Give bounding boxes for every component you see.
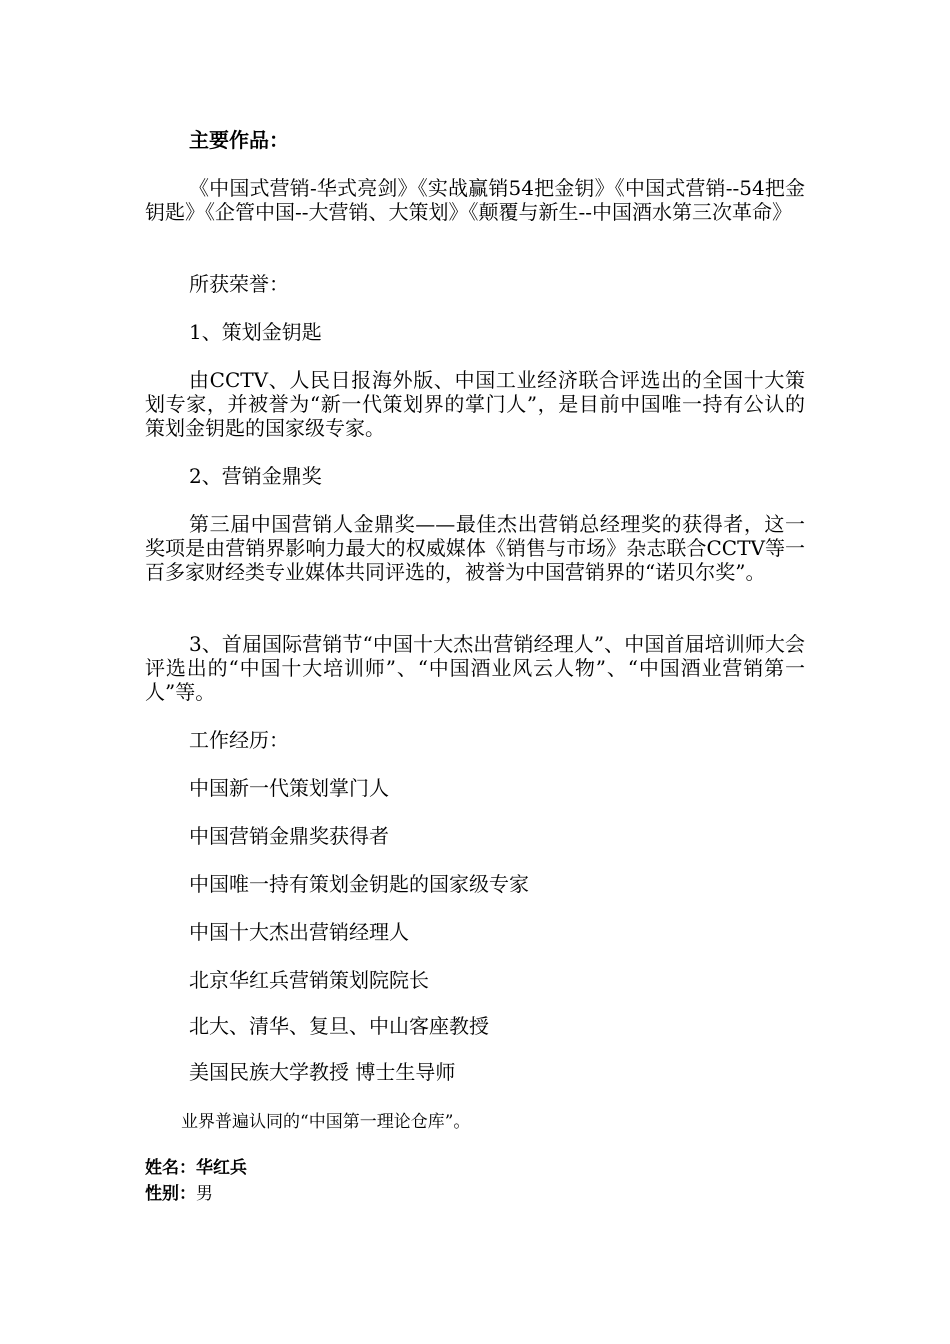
experience-item: 北京华红兵营销策划院院长 xyxy=(189,968,429,992)
honor1-title: 1、策划金钥匙 xyxy=(189,320,322,344)
experience-item: 中国唯一持有策划金钥匙的国家级专家 xyxy=(189,872,529,896)
experience-item: 北大、清华、复旦、中山客座教授 xyxy=(189,1014,489,1038)
name-row xyxy=(145,1156,247,1180)
name-label: 姓名： xyxy=(145,1158,196,1178)
name-value: 华红兵 xyxy=(196,1158,247,1178)
gender-row xyxy=(145,1182,213,1206)
honor2-title: 2、营销金鼎奖 xyxy=(189,464,322,488)
experience-item: 中国新一代策划掌门人 xyxy=(189,776,389,800)
experience-heading: 工作经历： xyxy=(189,728,289,752)
experience-item: 中国营销金鼎奖获得者 xyxy=(189,824,389,848)
honor1-text: 由CCTV、人民日报海外版、中国工业经济联合评选出的全国十大策划专家，并被誉为“新一代策划界的掌门人”，是目前中国唯一持有公认的策划金钥匙的国家级专家。 xyxy=(145,368,805,440)
honor2-text: 第三届中国营销人金鼎奖——最佳杰出营销总经理奖的获得者，这一奖项是由营销界影响力最大的权威媒体《销售与市场》杂志联合CCTV等一百多家财经类专业媒体共同评选的，被誉为中国营销界的“诺贝尔奖”。 xyxy=(145,512,805,584)
closing-note: 业界普遍认同的“中国第一理论仓库”。 xyxy=(181,1112,471,1132)
honors-heading: 所获荣誉： xyxy=(189,272,289,296)
gender-value: 男 xyxy=(196,1184,213,1204)
works-heading: 主要作品： xyxy=(189,128,289,152)
experience-item: 美国民族大学教授 博士生导师 xyxy=(189,1060,456,1084)
gender-label: 性别： xyxy=(145,1184,196,1204)
experience-item: 中国十大杰出营销经理人 xyxy=(189,920,409,944)
honor3-text: 3、首届国际营销节“中国十大杰出营销经理人”、中国首届培训师大会评选出的“中国十大培训师”、“中国酒业风云人物”、“中国酒业营销第一人”等。 xyxy=(145,632,805,704)
works-paragraph: 《中国式营销-华式亮剑》《实战赢销54把金钥》《中国式营销--54把金钥匙》《企管中国--大营销、大策划》《颠覆与新生--中国酒水第三次革命》 xyxy=(145,176,805,224)
